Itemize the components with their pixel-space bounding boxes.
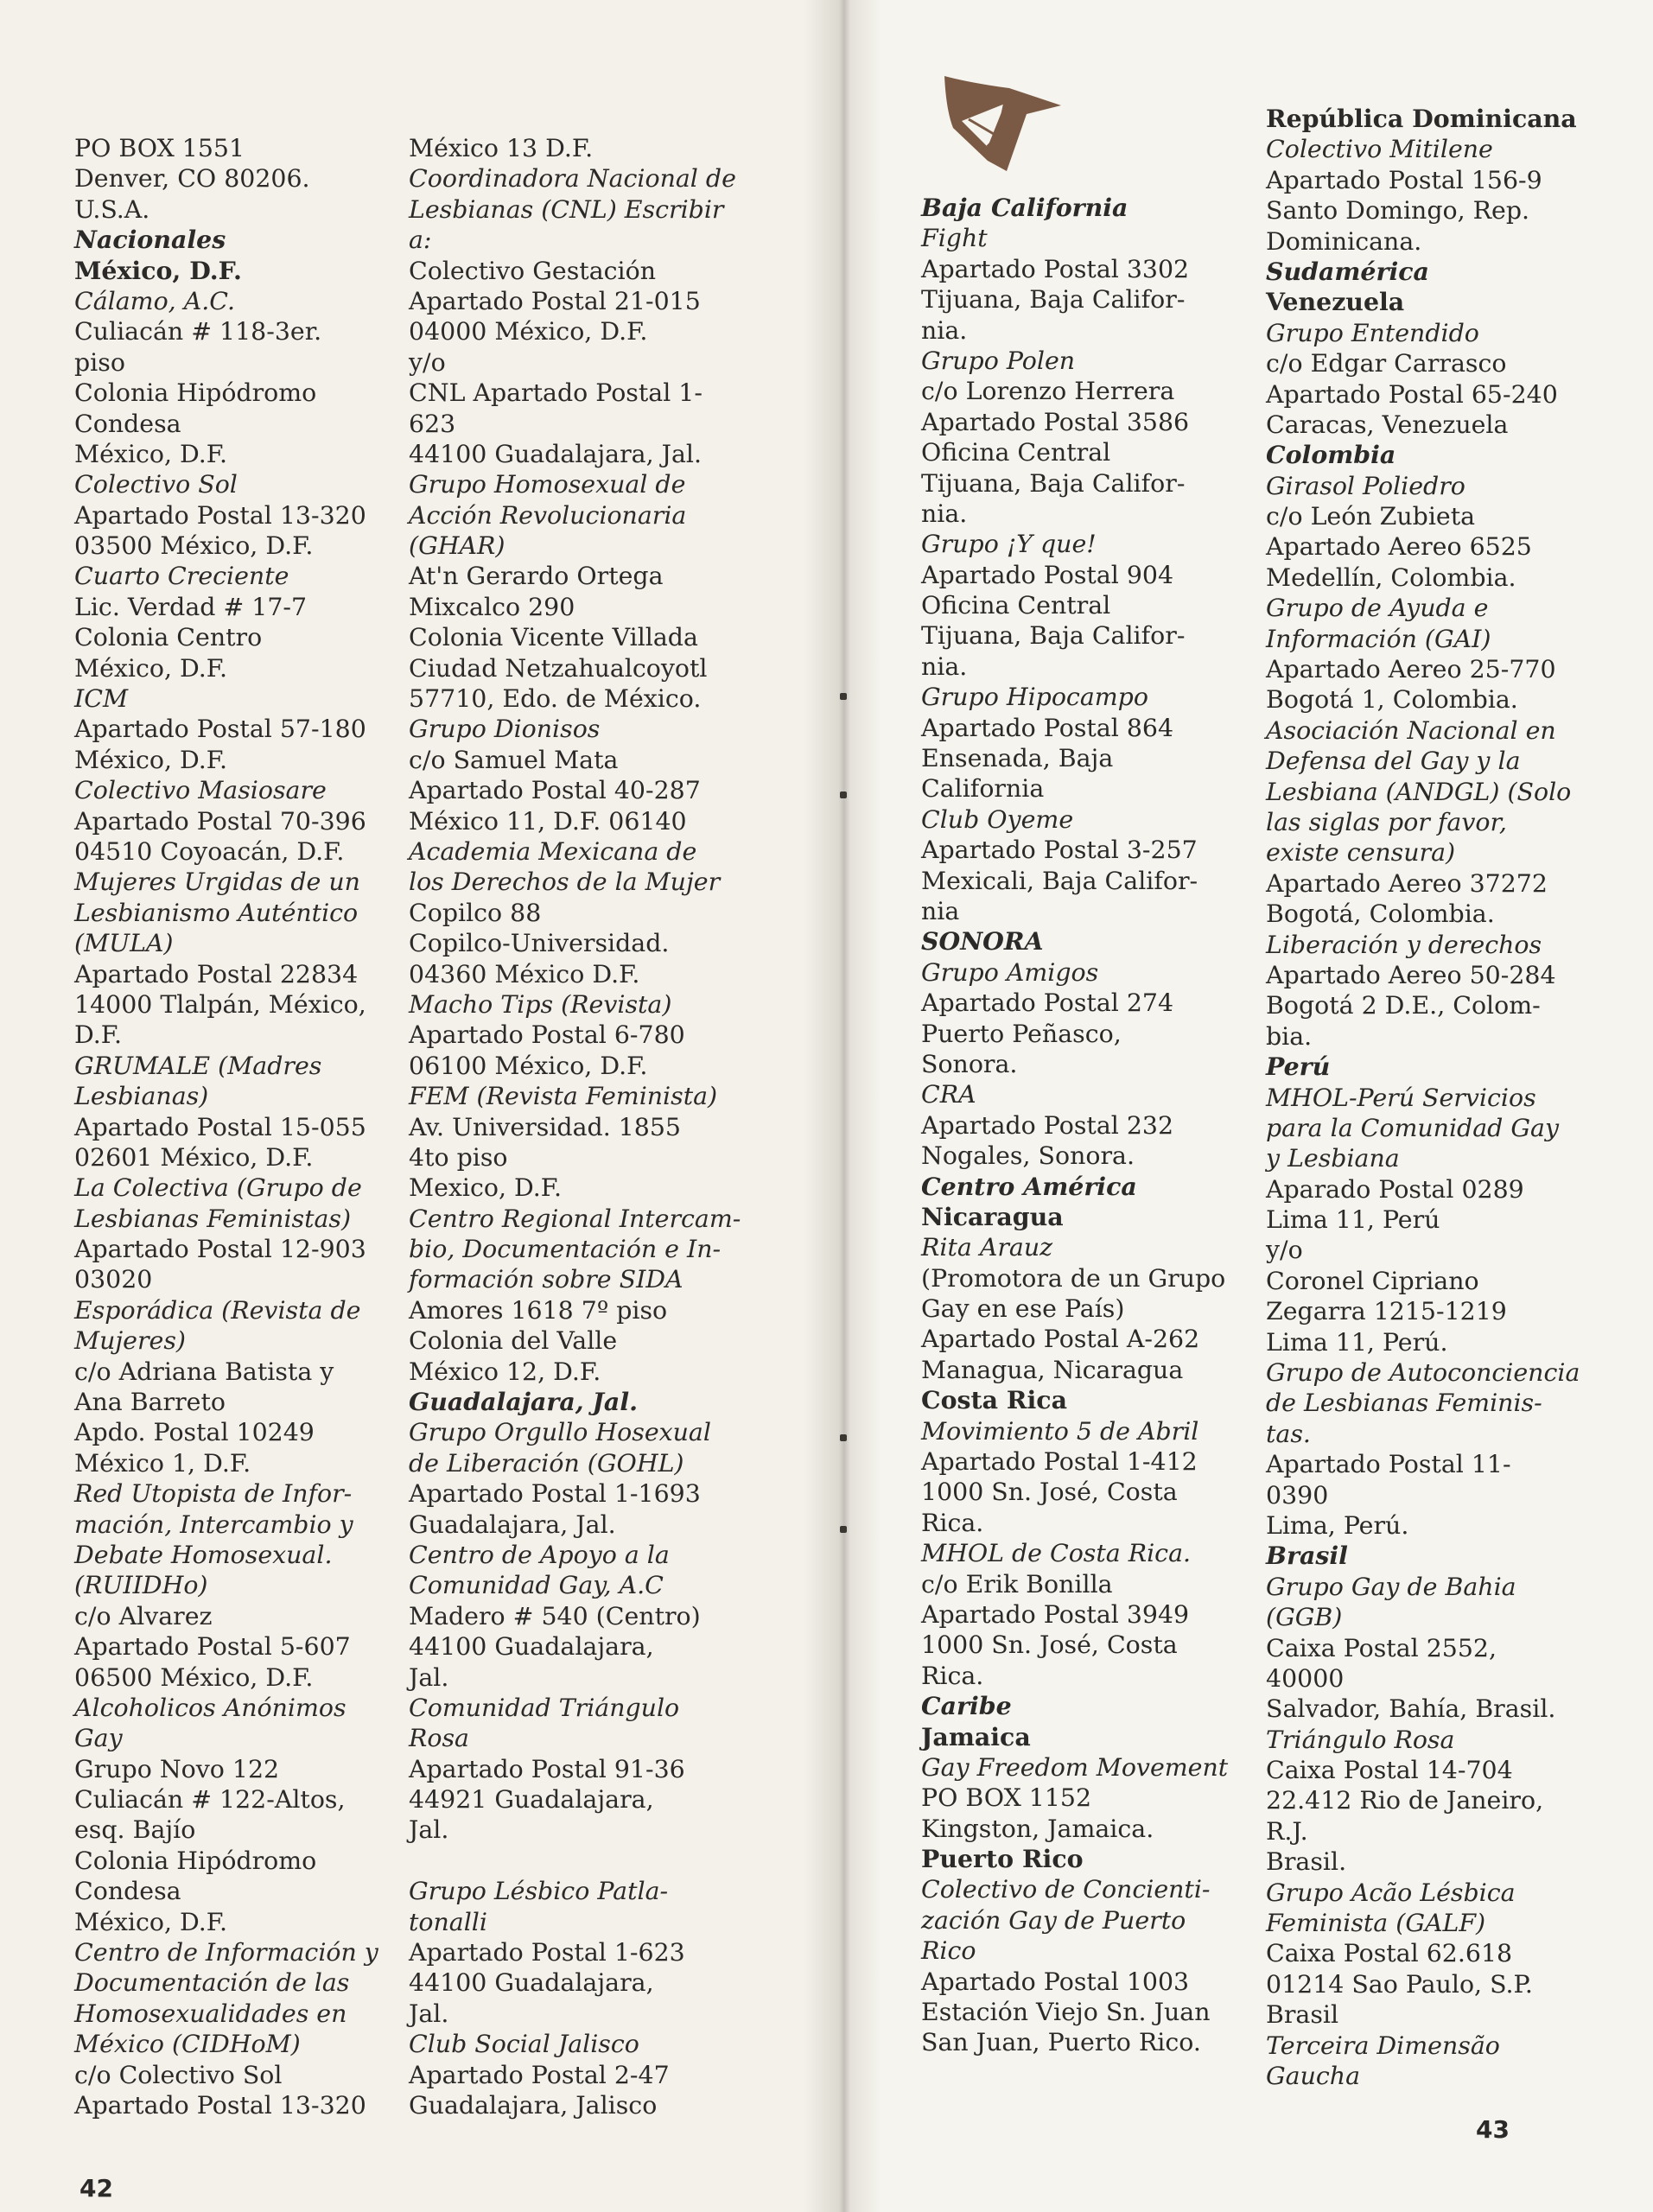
address-line: nia: [921, 896, 960, 925]
organization-name: Academia Mexicana de: [409, 836, 697, 866]
address-line: Apartado Postal 40-287: [409, 776, 701, 805]
address-line: México 1, D.F.: [74, 1448, 251, 1478]
address-line: Mexico, D.F.: [409, 1173, 563, 1203]
address-line: 04510 Coyoacán, D.F.: [74, 836, 345, 866]
address-line: 06100 México, D.F.: [409, 1051, 648, 1080]
address-line: Apartado Postal 6-780: [409, 1020, 685, 1050]
organization-name: Rico: [921, 1936, 976, 1966]
organization-name: ICM: [74, 684, 129, 714]
organization-name: Centro de Apoyo a la: [409, 1540, 670, 1569]
address-line: nia.: [921, 499, 968, 528]
address-line: Lima 11, Perú.: [1266, 1327, 1448, 1357]
binding-mark: [840, 791, 847, 798]
address-line: Apartado Postal 3949: [921, 1599, 1190, 1629]
address-line: Gay en ese País): [921, 1294, 1125, 1324]
organization-name: Comunidad Gay, A.C: [409, 1571, 664, 1600]
organization-name: Grupo Polen: [921, 346, 1076, 375]
address-line: Apartado Aereo 25-770: [1266, 655, 1556, 684]
section-heading: Brasil: [1266, 1541, 1348, 1571]
organization-name: Red Utopista de Infor-: [74, 1479, 353, 1509]
address-line: Culiacán # 118-3er.: [74, 317, 322, 346]
address-line: Ensenada, Baja: [921, 744, 1114, 773]
organization-name: de Liberación (GOHL): [409, 1448, 684, 1478]
organization-name: Grupo Gay de Bahia: [1266, 1572, 1516, 1601]
page-number-right: 43: [1476, 2115, 1510, 2144]
address-line: México, D.F.: [74, 1907, 228, 1936]
organization-name: Colectivo de Concienti-: [921, 1875, 1211, 1904]
organization-name: tas.: [1266, 1419, 1311, 1448]
address-line: Nogales, Sonora.: [921, 1141, 1135, 1171]
organization-name: Alcoholicos Anónimos: [74, 1693, 346, 1722]
section-heading: Nacionales: [74, 225, 226, 255]
address-line: Managua, Nicaragua: [921, 1355, 1184, 1384]
address-line: California: [921, 774, 1045, 804]
organization-name: Grupo de Ayuda e: [1266, 594, 1489, 623]
address-line: 0390: [1266, 1480, 1329, 1510]
address-line: Apartado Postal 156-9: [1266, 165, 1542, 194]
address-line: 44100 Guadalajara, Jal.: [409, 439, 703, 468]
address-line: Grupo Novo 122: [74, 1754, 280, 1783]
organization-name: Grupo Homosexual de: [409, 470, 686, 499]
address-line: nia.: [921, 315, 968, 345]
section-heading: Sudamérica: [1266, 256, 1429, 286]
address-line: 22.412 Rio de Janeiro,: [1266, 1786, 1544, 1815]
organization-name: Lesbianismo Auténtico: [74, 898, 359, 927]
address-line: México 11, D.F. 06140: [409, 806, 687, 836]
organization-name: de Lesbianas Feminis-: [1266, 1389, 1542, 1418]
section-heading: Centro América: [921, 1171, 1137, 1201]
address-line: Apartado Postal 1003: [921, 1967, 1190, 1996]
address-line: Madero # 540 (Centro): [409, 1601, 701, 1630]
address-line: 06500 México, D.F.: [74, 1662, 314, 1692]
organization-name: Gay Freedom Movement: [921, 1752, 1229, 1782]
organization-name: tonalli: [409, 1907, 487, 1936]
address-line: y/o: [409, 347, 446, 377]
directory-column-1: [74, 133, 378, 2120]
address-line: (Promotora de un Grupo: [921, 1263, 1226, 1293]
organization-name: Defensa del Gay y la: [1266, 747, 1521, 776]
address-line: 623: [409, 409, 456, 438]
section-heading: Puerto Rico: [921, 1844, 1084, 1874]
organization-name: Rosa: [409, 1724, 469, 1753]
address-line: Rica.: [921, 1508, 984, 1537]
address-line: Colonia Hipódromo: [74, 1846, 317, 1875]
address-line: Caixa Postal 14-704: [1266, 1756, 1513, 1785]
organization-name: Coordinadora Nacional de: [409, 164, 736, 194]
address-line: Apartado Postal 5-607: [74, 1632, 351, 1662]
address-line: Brasil.: [1266, 1847, 1347, 1877]
address-line: Apartado Aereo 37272: [1266, 868, 1548, 898]
organization-name: zación Gay de Puerto: [921, 1905, 1186, 1935]
address-line: nia.: [921, 652, 968, 681]
organization-name: Grupo Dionisos: [409, 715, 601, 744]
organization-name: y Lesbiana: [1266, 1144, 1400, 1173]
address-line: Colonia Vicente Villada: [409, 623, 698, 652]
address-line: Caixa Postal 62.618: [1266, 1939, 1513, 1968]
address-line: Apartado Postal 864: [921, 713, 1174, 742]
section-heading: Jamaica: [921, 1721, 1031, 1751]
address-line: Apartado Postal 274: [921, 988, 1174, 1018]
organization-name: Grupo Entendido: [1266, 318, 1479, 347]
organization-name: Información (GAI): [1266, 624, 1491, 653]
organization-name: (MULA): [74, 929, 174, 958]
organization-name: Grupo Hipocampo: [921, 683, 1148, 712]
address-line: Copilco-Universidad.: [409, 929, 670, 958]
organization-name: CRA: [921, 1080, 976, 1109]
address-line: Apartado Postal 232: [921, 1110, 1174, 1140]
address-line: R.J.: [1266, 1816, 1308, 1846]
address-line: Amores 1618 7º piso: [409, 1295, 668, 1325]
address-line: Apartado Postal 904: [921, 560, 1174, 589]
organization-name: México (CIDHoM): [74, 2030, 301, 2059]
address-line: CNL Apartado Postal 1-: [409, 378, 703, 408]
organization-name: Movimiento 5 de Abril: [921, 1416, 1199, 1446]
organization-name: Acción Revolucionaria: [409, 500, 687, 530]
organization-name: Grupo Lésbico Patla-: [409, 1877, 669, 1906]
address-line: c/o León Zubieta: [1266, 502, 1476, 531]
address-line: México, D.F.: [74, 653, 228, 683]
address-line: Colectivo Gestación: [409, 256, 656, 285]
address-line: Bogotá 2 D.E., Colom-: [1266, 991, 1541, 1020]
address-line: c/o Erik Bonilla: [921, 1569, 1113, 1599]
address-line: Jal.: [409, 1999, 449, 2028]
organization-name: Lesbiana (ANDGL) (Solo: [1266, 777, 1572, 806]
address-line: 01214 Sao Paulo, S.P.: [1266, 1969, 1533, 1999]
page-number-left: 42: [79, 2174, 113, 2202]
address-line: c/o Adriana Batista y: [74, 1357, 334, 1386]
address-line: Apartado Postal 1-623: [409, 1938, 685, 1967]
organization-name: existe censura): [1266, 838, 1456, 868]
organization-name: Club Social Jalisco: [409, 2030, 639, 2059]
address-line: c/o Samuel Mata: [409, 745, 619, 774]
address-line: Jal.: [409, 1815, 449, 1845]
organization-name: Macho Tips (Revista): [409, 989, 672, 1019]
address-line: Apartado Postal 15-055: [74, 1112, 366, 1141]
organization-name: Lesbianas (CNL) Escribir: [409, 194, 724, 224]
address-line: Av. Universidad. 1855: [409, 1112, 681, 1141]
section-heading: Guadalajara, Jal.: [409, 1387, 638, 1417]
address-line: Apartado Postal 57-180: [74, 715, 366, 744]
address-line: Apartado Postal A-262: [921, 1325, 1200, 1354]
organization-name: Grupo de Autoconciencia: [1266, 1358, 1580, 1388]
organization-name: Grupo Acão Lésbica: [1266, 1878, 1516, 1907]
organization-name: a:: [409, 226, 432, 255]
organization-name: los Derechos de la Mujer: [409, 868, 721, 897]
address-line: Lic. Verdad # 17-7: [74, 592, 308, 621]
address-line: D.F.: [74, 1020, 123, 1050]
organization-name: Esporádica (Revista de: [74, 1295, 361, 1325]
address-line: Salvador, Bahía, Brasil.: [1266, 1694, 1556, 1724]
address-line: c/o Edgar Carrasco: [1266, 349, 1507, 378]
address-line: Culiacán # 122-Altos,: [74, 1785, 346, 1815]
address-line: Condesa: [74, 409, 181, 438]
directory-column-4: [1266, 104, 1580, 2091]
address-line: Apartado Postal 22834: [74, 959, 359, 988]
organization-name: Feminista (GALF): [1266, 1909, 1486, 1938]
address-line: Ana Barreto: [74, 1388, 226, 1417]
section-heading: SONORA: [921, 926, 1044, 957]
address-line: Apartado Postal 3586: [921, 407, 1190, 436]
address-line: Rica.: [921, 1661, 984, 1690]
address-line: Bogotá, Colombia.: [1266, 899, 1495, 929]
address-line: 04360 México D.F.: [409, 959, 640, 988]
address-line: México 12, D.F.: [409, 1357, 601, 1386]
address-line: Apartado Aereo 6525: [1266, 532, 1532, 562]
address-line: Colonia del Valle: [409, 1326, 618, 1356]
address-line: PO BOX 1551: [74, 134, 245, 162]
organization-name: mación, Intercambio y: [74, 1510, 353, 1539]
organization-name: Grupo Orgullo Hosexual: [409, 1418, 711, 1447]
section-heading: Perú: [1266, 1052, 1331, 1082]
address-line: Puerto Peñasco,: [921, 1019, 1122, 1048]
address-line: Lima 11, Perú: [1266, 1205, 1440, 1235]
organization-name: Girasol Poliedro: [1266, 471, 1465, 500]
organization-name: Fight: [921, 224, 988, 253]
organization-name: Club Oyeme: [921, 804, 1074, 834]
section-heading: Colombia: [1266, 440, 1396, 470]
address-line: Brasil: [1266, 2000, 1339, 2030]
address-line: Zegarra 1215-1219: [1266, 1297, 1507, 1326]
address-line: 03500 México, D.F.: [74, 531, 314, 561]
directory-column-2: [409, 133, 741, 2120]
address-line: 4to piso: [409, 1142, 508, 1172]
address-line: Caixa Postal 2552,: [1266, 1633, 1497, 1662]
address-line: Medellín, Colombia.: [1266, 563, 1516, 592]
organization-name: Centro Regional Intercam-: [409, 1204, 741, 1233]
address-line: 57710, Edo. de México.: [409, 684, 702, 714]
address-line: Apartado Postal 65-240: [1266, 379, 1558, 409]
address-line: 44100 Guadalajara,: [409, 1632, 654, 1662]
address-line: San Juan, Puerto Rico.: [921, 2028, 1201, 2057]
section-heading: Baja California: [921, 193, 1128, 222]
address-line: Oficina Central: [921, 438, 1111, 467]
address-line: esq. Bajío: [74, 1815, 196, 1845]
organization-name: Grupo ¡Y que!: [921, 530, 1097, 559]
organization-name: GRUMALE (Madres: [74, 1051, 322, 1080]
address-line: Coronel Cipriano: [1266, 1266, 1479, 1295]
address-line: c/o Colectivo Sol: [74, 2060, 283, 2089]
section-heading: México, D.F.: [74, 255, 242, 285]
address-line: Copilco 88: [409, 898, 542, 927]
organization-name: Liberación y derechos: [1266, 930, 1542, 959]
organization-name: las siglas por favor,: [1266, 807, 1507, 836]
section-heading: Nicaragua: [921, 1201, 1064, 1231]
organization-name: Documentación de las: [74, 1968, 350, 1998]
address-line: Denver, CO 80206.: [74, 164, 310, 194]
origami-airplane-icon: [944, 76, 1061, 171]
address-line: Apartado Postal 1-1693: [409, 1479, 701, 1509]
address-line: Apartado Postal 11-: [1266, 1450, 1511, 1479]
organization-name: FEM (Revista Feminista): [409, 1082, 718, 1111]
address-line: Apartado Postal 13-320: [74, 500, 366, 530]
address-line: U.S.A.: [74, 194, 150, 224]
address-line: Colonia Hipódromo: [74, 378, 317, 408]
organization-name: Centro de Información y: [74, 1938, 378, 1967]
address-line: Apartado Postal 91-36: [409, 1754, 685, 1783]
organization-name: Gay: [74, 1724, 123, 1753]
address-line: c/o Alvarez: [74, 1601, 213, 1630]
organization-name: MHOL de Costa Rica.: [921, 1539, 1192, 1568]
organization-name: Asociación Nacional en: [1266, 715, 1556, 745]
address-line: 44921 Guadalajara,: [409, 1785, 654, 1815]
section-heading: República Dominicana: [1266, 104, 1577, 133]
address-line: Caracas, Venezuela: [1266, 410, 1509, 439]
address-line: Mexicali, Baja Califor-: [921, 866, 1198, 895]
address-line: 03020: [74, 1265, 153, 1294]
address-line: Sonora.: [921, 1049, 1018, 1078]
address-line: Apartado Postal 3-257: [921, 836, 1198, 865]
organization-name: (GHAR): [409, 531, 505, 561]
organization-name: Gaucha: [1266, 2062, 1361, 2090]
address-line: Lima, Perú.: [1266, 1510, 1409, 1540]
organization-name: La Colectiva (Grupo de: [74, 1173, 362, 1203]
address-line: Kingston, Jamaica.: [921, 1814, 1154, 1843]
section-heading: Costa Rica: [921, 1385, 1067, 1415]
address-line: c/o Lorenzo Herrera: [921, 377, 1175, 406]
address-line: 1000 Sn. José, Costa: [921, 1478, 1178, 1507]
address-line: Apartado Postal 70-396: [74, 806, 366, 836]
address-line: Apdo. Postal 10249: [74, 1418, 315, 1447]
address-line: Guadalajara, Jalisco: [409, 2091, 658, 2120]
address-line: 1000 Sn. José, Costa: [921, 1630, 1178, 1660]
address-line: México 13 D.F.: [409, 134, 594, 162]
address-line: Apartado Postal 3302: [921, 254, 1190, 283]
address-line: piso: [74, 347, 125, 377]
organization-name: Lesbianas): [74, 1082, 209, 1111]
address-line: At'n Gerardo Ortega: [409, 562, 664, 591]
address-line: [409, 1846, 741, 1876]
address-line: Tijuana, Baja Califor-: [921, 285, 1186, 315]
address-line: México, D.F.: [74, 745, 228, 774]
address-line: Colonia Centro: [74, 623, 263, 652]
address-line: Ciudad Netzahualcoyotl: [409, 653, 708, 683]
address-line: PO BOX 1152: [921, 1783, 1092, 1813]
address-line: Tijuana, Baja Califor-: [921, 621, 1186, 651]
directory-column-3: [921, 193, 1228, 2058]
address-line: Bogotá 1, Colombia.: [1266, 685, 1518, 715]
section-heading: Venezuela: [1266, 287, 1405, 317]
address-line: Aparado Postal 0289: [1266, 1174, 1524, 1204]
organization-name: (RUIIDHo): [74, 1571, 208, 1600]
address-line: Tijuana, Baja Califor-: [921, 468, 1186, 498]
organization-name: Debate Homosexual.: [74, 1540, 333, 1569]
address-line: Oficina Central: [921, 591, 1111, 620]
address-line: bia.: [1266, 1021, 1313, 1051]
address-line: 44100 Guadalajara,: [409, 1968, 654, 1998]
address-line: Apartado Aereo 50-284: [1266, 960, 1556, 989]
section-heading: Caribe: [921, 1691, 1012, 1721]
address-line: y/o: [1266, 1236, 1303, 1265]
organization-name: Homosexualidades en: [74, 1999, 347, 2028]
binding-mark: [840, 693, 847, 700]
organization-name: formación sobre SIDA: [409, 1265, 683, 1294]
organization-name: Colectivo Masiosare: [74, 776, 327, 805]
address-line: 04000 México, D.F.: [409, 317, 648, 346]
address-line: Apartado Postal 2-47: [409, 2060, 670, 2089]
address-line: Apartado Postal 13-320: [74, 2091, 366, 2120]
address-line: Estación Viejo Sn. Juan: [921, 1998, 1211, 2027]
organization-name: Comunidad Triángulo: [409, 1693, 680, 1722]
organization-name: Rita Arauz: [921, 1233, 1053, 1262]
organization-name: Grupo Amigos: [921, 957, 1099, 987]
binding-mark: [840, 1526, 847, 1533]
organization-name: para la Comunidad Gay: [1266, 1113, 1559, 1142]
organization-name: (GGB): [1266, 1603, 1343, 1632]
address-line: Apartado Postal 1-412: [921, 1447, 1198, 1477]
address-line: 40000: [1266, 1663, 1345, 1693]
organization-name: bio, Documentación e In-: [409, 1235, 722, 1264]
organization-name: Cálamo, A.C.: [74, 286, 235, 315]
organization-name: Terceira Dimensão: [1266, 2031, 1500, 2060]
address-line: Mixcalco 290: [409, 592, 575, 621]
address-line: Santo Domingo, Rep.: [1266, 196, 1530, 226]
binding-mark: [840, 1434, 847, 1441]
organization-name: Triángulo Rosa: [1266, 1725, 1455, 1754]
address-line: Dominicana.: [1266, 226, 1422, 256]
address-line: Guadalajara, Jal.: [409, 1510, 616, 1539]
address-line: Apartado Postal 12-903: [74, 1235, 366, 1264]
address-line: 14000 Tlalpán, México,: [74, 989, 366, 1019]
address-line: Jal.: [409, 1662, 449, 1692]
address-line: 02601 México, D.F.: [74, 1142, 314, 1172]
organization-name: Cuarto Creciente: [74, 562, 289, 591]
address-line: Condesa: [74, 1877, 181, 1906]
organization-name: Mujeres): [74, 1326, 186, 1356]
organization-name: Colectivo Sol: [74, 470, 238, 499]
address-line: México, D.F.: [74, 439, 228, 468]
organization-name: MHOL-Perú Servicios: [1266, 1083, 1536, 1112]
organization-name: Lesbianas Feministas): [74, 1204, 352, 1233]
organization-name: Mujeres Urgidas de un: [74, 868, 360, 897]
address-line: Apartado Postal 21-015: [409, 286, 701, 315]
organization-name: Colectivo Mitilene: [1266, 135, 1493, 164]
